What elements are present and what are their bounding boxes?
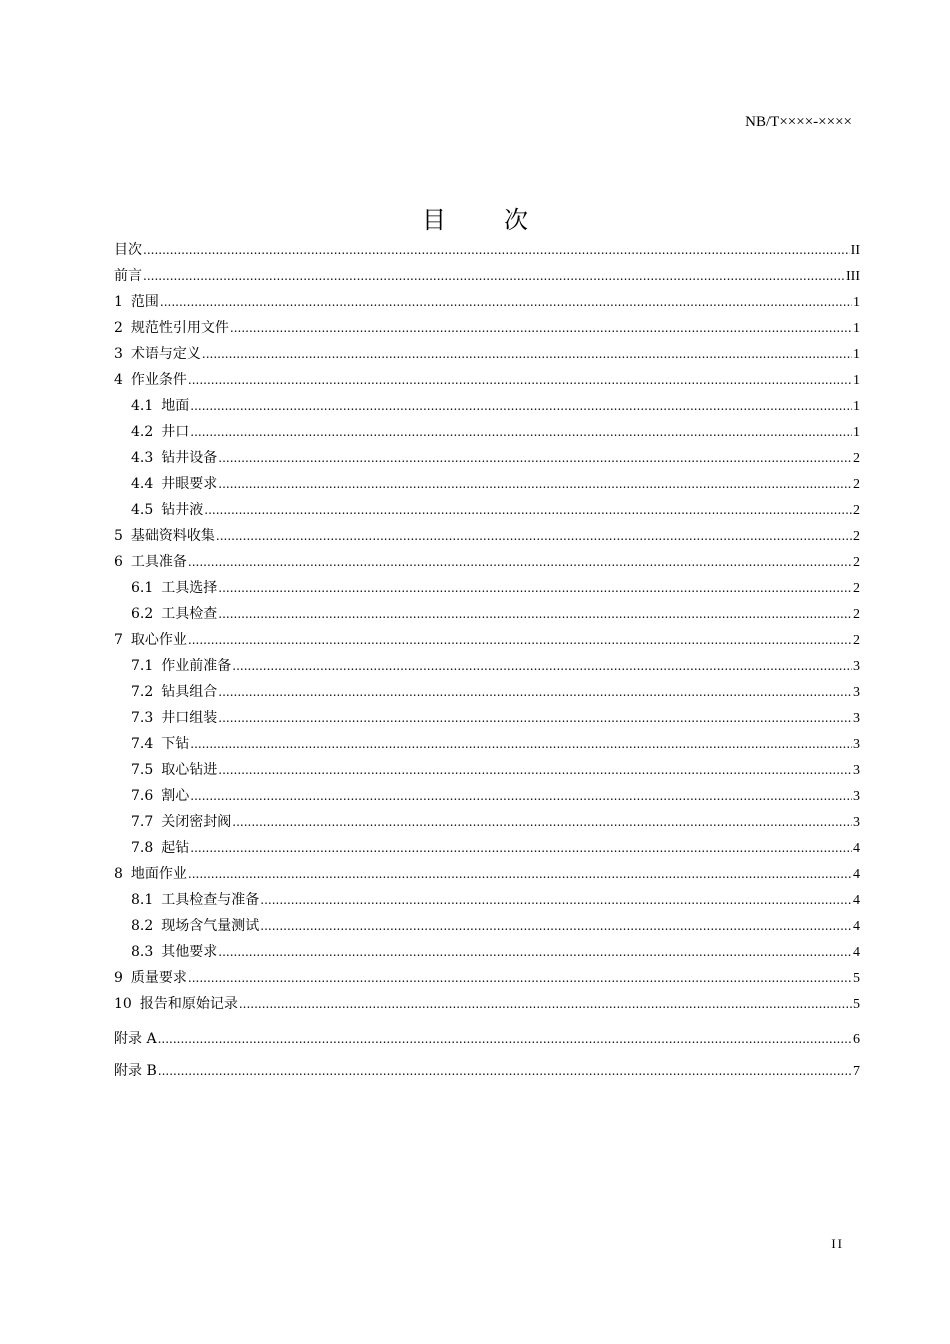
toc-entry[interactable] (131, 500, 860, 520)
toc-entry-number: 10 (114, 996, 132, 1012)
toc-entry-number: 8.1 (131, 892, 154, 908)
toc-entry[interactable] (114, 1029, 860, 1049)
toc-entry-number: 3 (114, 346, 123, 362)
dot-leader (188, 552, 852, 572)
toc-entry[interactable] (114, 370, 860, 390)
toc-entry-number: 7.2 (131, 684, 154, 700)
toc-entry-page: 7 (853, 1064, 860, 1079)
toc-entry[interactable] (114, 1061, 860, 1081)
toc-entry[interactable] (131, 578, 860, 598)
toc-entry-label (114, 344, 201, 364)
toc-entry-text: 工具检查 (161, 606, 218, 622)
toc-entry[interactable] (131, 656, 860, 676)
toc-entry-page: 1 (853, 425, 860, 440)
toc-entry-number: 7.1 (131, 658, 154, 674)
toc-entry-number: 7 (114, 632, 123, 648)
toc-entry-text: 工具准备 (130, 554, 187, 570)
toc-entry[interactable] (114, 994, 860, 1014)
toc-entry[interactable] (131, 682, 860, 702)
toc-entry-number: 6 (114, 554, 123, 570)
toc-entry-label (114, 526, 215, 546)
toc-entry-text: 报告和原始记录 (139, 996, 238, 1012)
toc-entry-label (114, 1061, 157, 1081)
toc-entry-page: 4 (853, 867, 860, 882)
toc-entry[interactable] (131, 396, 860, 416)
toc-entry-number: 8 (114, 866, 123, 882)
toc-entry-page: 2 (853, 607, 860, 622)
toc-entry-text: 质量要求 (130, 970, 187, 986)
toc-entry-text: 地面作业 (130, 866, 187, 882)
dot-leader (143, 240, 850, 260)
toc-entry-page: 1 (853, 295, 860, 310)
dot-leader (230, 318, 852, 338)
dot-leader (158, 1061, 852, 1081)
toc-entry[interactable] (131, 474, 860, 494)
toc-entry-text: 井口组装 (161, 710, 218, 726)
dot-leader (204, 500, 852, 520)
toc-entry-page: 3 (853, 685, 860, 700)
toc-entry-number: 7.5 (131, 762, 154, 778)
toc-entry-label (131, 682, 217, 702)
toc-entry-label (114, 318, 229, 338)
dot-leader (218, 578, 852, 598)
toc-entry-text: 工具检查与准备 (161, 892, 260, 908)
toc-entry[interactable] (131, 942, 860, 962)
dot-leader (232, 812, 852, 832)
dot-leader (188, 968, 852, 988)
toc-entry-number: 8.2 (131, 918, 154, 934)
toc-entry[interactable] (131, 838, 860, 858)
toc-entry-text: 现场含气量测试 (161, 918, 260, 934)
toc-entry-text: 作业前准备 (161, 658, 232, 674)
toc-entry-label (131, 708, 217, 728)
toc-entry-label (131, 656, 231, 676)
toc-entry[interactable] (114, 292, 860, 312)
toc-entry-label (131, 422, 189, 442)
toc-entry-label (114, 552, 187, 572)
toc-entry[interactable] (114, 630, 860, 650)
toc-entry[interactable] (131, 786, 860, 806)
toc-entry-text: 基础资料收集 (130, 528, 215, 544)
toc-entry-text: 范围 (130, 294, 159, 310)
toc-entry-label (114, 292, 159, 312)
toc-entry-text: 割心 (161, 788, 190, 804)
toc-entry-page: 1 (853, 373, 860, 388)
toc-entry-page: 1 (853, 347, 860, 362)
toc-entry[interactable] (131, 448, 860, 468)
toc-entry-text: 取心钻进 (161, 762, 218, 778)
toc-entry-label (131, 890, 259, 910)
dot-leader (188, 370, 852, 390)
toc-entry[interactable] (114, 968, 860, 988)
toc-entry-label (114, 240, 142, 260)
toc-entry[interactable] (131, 760, 860, 780)
toc-entry-number: 4.5 (131, 502, 154, 518)
toc-entry-page: 3 (853, 815, 860, 830)
toc-entry-page: 2 (853, 555, 860, 570)
dot-leader (190, 838, 852, 858)
toc-entry-label (131, 604, 217, 624)
toc-entry-page: 2 (853, 633, 860, 648)
toc-entry-text: 前言 (114, 268, 142, 284)
toc-entry-text: 附录 A (114, 1031, 157, 1047)
dot-leader (239, 994, 852, 1014)
toc-entry-page: 4 (853, 893, 860, 908)
dot-leader (260, 890, 852, 910)
toc-entry-label (114, 1029, 157, 1049)
toc-entry-label (131, 786, 189, 806)
toc-entry-label (114, 630, 187, 650)
toc-entry-number: 4.1 (131, 398, 154, 414)
toc-entry-number: 7.7 (131, 814, 154, 830)
dot-leader (216, 526, 852, 546)
toc-entry-label (131, 734, 189, 754)
toc-entry[interactable] (114, 864, 860, 884)
toc-entry-text: 术语与定义 (130, 346, 201, 362)
toc-entry-label (131, 942, 217, 962)
footer-page-number: II (831, 1236, 844, 1251)
toc-entry-page: 3 (853, 659, 860, 674)
toc-entry-text: 目次 (114, 242, 142, 258)
toc-entry[interactable] (131, 734, 860, 754)
toc-entry-page: 3 (853, 737, 860, 752)
toc-entry-page: 3 (853, 711, 860, 726)
toc-entry-number: 5 (114, 528, 123, 544)
toc-entry-page: 2 (853, 529, 860, 544)
toc-entry-number: 7.6 (131, 788, 154, 804)
toc-entry-page: 2 (853, 451, 860, 466)
toc-entry-label (131, 578, 217, 598)
toc-entry-label (114, 864, 187, 884)
toc-entry-text: 附录 B (114, 1063, 157, 1079)
toc-entry-number: 4.2 (131, 424, 154, 440)
toc-entry-number: 8.3 (131, 944, 154, 960)
toc-entry-text: 钻井液 (161, 502, 204, 518)
toc-entry-number: 6.2 (131, 606, 154, 622)
toc-entry-number: 4.4 (131, 476, 154, 492)
toc-entry-label (114, 370, 187, 390)
toc-entry-text: 井口 (161, 424, 190, 440)
toc-entry-label (131, 916, 259, 936)
toc-entry-text: 取心作业 (130, 632, 187, 648)
dot-leader (190, 396, 852, 416)
toc-entry-label (131, 448, 217, 468)
toc-entry-number: 9 (114, 970, 123, 986)
toc-entry-page: 3 (853, 763, 860, 778)
toc-entry-text: 钻具组合 (161, 684, 218, 700)
toc-entry-number: 7.4 (131, 736, 154, 752)
toc-entry-label (131, 474, 217, 494)
toc-entry[interactable] (114, 526, 860, 546)
toc-entry-page: 3 (853, 789, 860, 804)
toc-entry[interactable] (131, 890, 860, 910)
dot-leader (218, 682, 852, 702)
toc-entry-page: 1 (853, 321, 860, 336)
toc-entry[interactable] (131, 812, 860, 832)
toc-entry-text: 作业条件 (130, 372, 187, 388)
toc-entry-text: 井眼要求 (161, 476, 218, 492)
toc-entry-page: 5 (853, 997, 860, 1012)
dot-leader (260, 916, 852, 936)
toc-entry-label (114, 994, 238, 1014)
toc-entry-text: 地面 (161, 398, 190, 414)
toc-entry-text: 钻井设备 (161, 450, 218, 466)
toc-entry-label (131, 396, 189, 416)
dot-leader (218, 708, 852, 728)
toc-entry-page: 4 (853, 841, 860, 856)
dot-leader (202, 344, 852, 364)
toc-entry-number: 2 (114, 320, 123, 336)
toc-entry-label (131, 500, 203, 520)
dot-leader (188, 864, 852, 884)
toc-entry-number: 1 (114, 294, 123, 310)
dot-leader (160, 292, 852, 312)
toc-entry-label (131, 838, 189, 858)
toc-entry-text: 关闭密封阀 (161, 814, 232, 830)
dot-leader (190, 422, 852, 442)
dot-leader (232, 656, 852, 676)
toc-entry[interactable] (114, 344, 860, 364)
toc-entry-label (131, 812, 231, 832)
toc-entry-number: 6.1 (131, 580, 154, 596)
dot-leader (143, 266, 845, 286)
toc-entry-label (114, 266, 142, 286)
toc-entry[interactable] (131, 604, 860, 624)
dot-leader (218, 942, 852, 962)
toc-entry-label (114, 968, 187, 988)
toc-entry[interactable] (114, 240, 860, 260)
document-code: NB/T××××-×××× (745, 114, 852, 130)
toc-entry-page: 1 (853, 399, 860, 414)
dot-leader (218, 760, 852, 780)
dot-leader (158, 1029, 852, 1049)
toc-entry-page: II (850, 243, 860, 258)
toc-entry-text: 规范性引用文件 (130, 320, 229, 336)
toc-entry-label (131, 760, 217, 780)
toc-entry-page: 4 (853, 919, 860, 934)
toc-entry-page: 4 (853, 945, 860, 960)
toc-entry[interactable] (114, 552, 860, 572)
toc-entry-number: 4.3 (131, 450, 154, 466)
toc-entry-page: III (846, 269, 860, 284)
toc-entry-text: 下钻 (161, 736, 190, 752)
toc-entry[interactable] (114, 266, 860, 286)
toc-entry[interactable] (131, 708, 860, 728)
dot-leader (188, 630, 852, 650)
dot-leader (190, 786, 852, 806)
toc-entry-page: 2 (853, 477, 860, 492)
toc-entry-page: 2 (853, 581, 860, 596)
toc-entry-text: 工具选择 (161, 580, 218, 596)
page-title: 目次 (422, 206, 586, 234)
dot-leader (218, 604, 852, 624)
dot-leader (190, 734, 852, 754)
dot-leader (218, 448, 852, 468)
toc-entry[interactable] (131, 422, 860, 442)
toc-entry-page: 5 (853, 971, 860, 986)
dot-leader (218, 474, 852, 494)
toc-entry-page: 2 (853, 503, 860, 518)
toc-entry-text: 其他要求 (161, 944, 218, 960)
toc-entry-number: 7.8 (131, 840, 154, 856)
toc-entry[interactable] (114, 318, 860, 338)
toc-entry-number: 7.3 (131, 710, 154, 726)
toc-entry[interactable] (131, 916, 860, 936)
toc-entry-number: 4 (114, 372, 123, 388)
toc-entry-text: 起钻 (161, 840, 190, 856)
toc-entry-page: 6 (853, 1032, 860, 1047)
